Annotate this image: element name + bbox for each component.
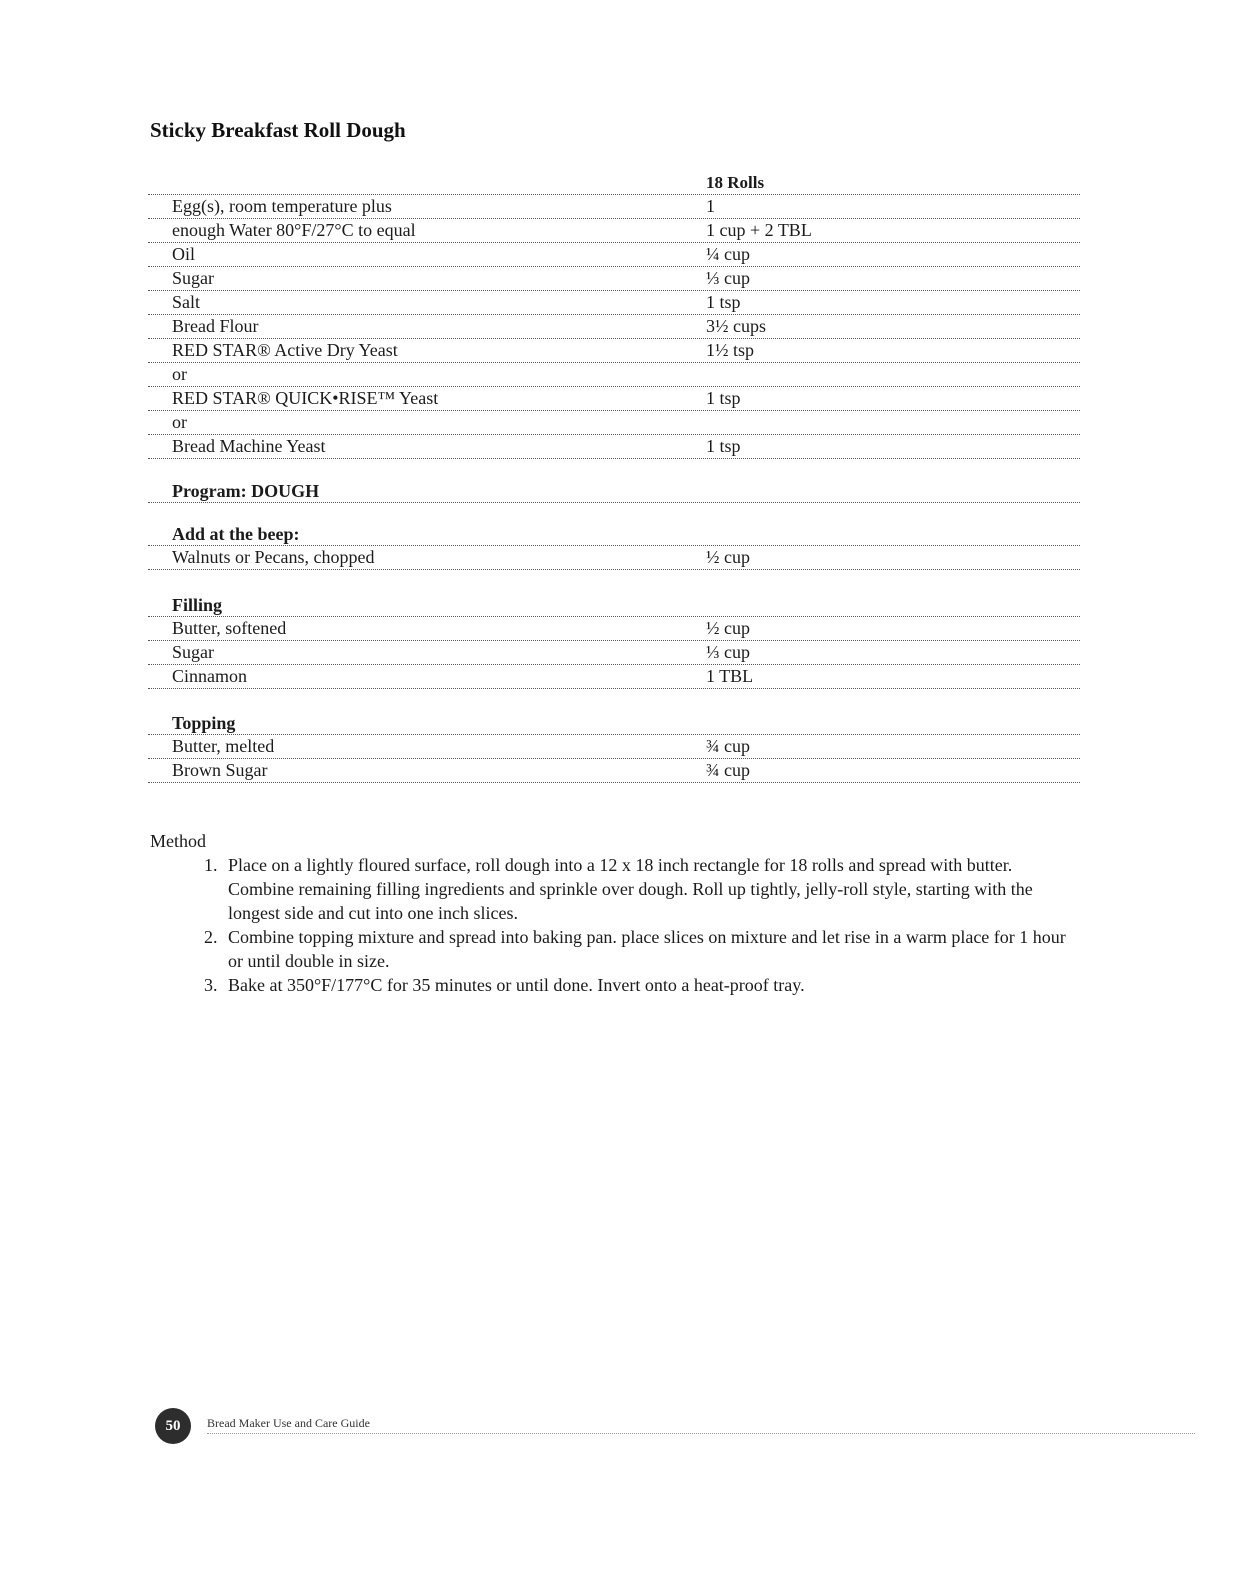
ingredient-row	[148, 339, 1080, 363]
ingredient-row	[148, 291, 1080, 315]
ingredient-name: Oil	[172, 244, 196, 264]
footer-title: Bread Maker Use and Care Guide	[207, 1416, 370, 1430]
ingredient-row	[148, 387, 1080, 411]
ingredient-row	[148, 195, 1080, 219]
method-steps	[150, 853, 1080, 997]
ingredient-amount: ¼ cup	[706, 244, 750, 264]
method-step: 2. Combine topping mixture and spread into baking pan. place slices on mixture and let rise in a warm place for 1 hour or until double in size.	[222, 925, 1080, 973]
ingredient-amount: ⅓ cup	[706, 642, 750, 662]
ingredient-name: Walnuts or Pecans, chopped	[172, 547, 375, 567]
ingredient-name: Bread Machine Yeast	[172, 436, 326, 456]
ingredient-row	[148, 411, 1080, 435]
add-at-beep-heading	[148, 503, 1080, 546]
program-label: Program: DOUGH	[172, 481, 320, 501]
ingredient-name: Butter, softened	[172, 618, 287, 638]
ingredient-row	[148, 315, 1080, 339]
ingredient-amount	[706, 363, 1080, 386]
ingredient-amount: 1 tsp	[706, 292, 741, 312]
ingredients-table	[148, 168, 1080, 783]
add-at-beep-label: Add at the beep:	[172, 524, 300, 544]
ingredient-name: Sugar	[172, 642, 214, 662]
method-label: Method	[150, 831, 206, 851]
ingredient-amount: ½ cup	[706, 618, 750, 638]
page-footer	[155, 1408, 1195, 1448]
ingredient-amount: ¾ cup	[706, 736, 750, 756]
ingredient-name: Egg(s), room temperature plus	[172, 196, 392, 216]
ingredient-row	[148, 363, 1080, 387]
method-step: 1. Place on a lightly floured surface, roll dough into a 12 x 18 inch rectangle for 18 rolls and spread with butter. Combine remaining filling ingredients and sprinkle over dough. Roll up tightly, jelly-roll style, starting with the longest side and cut into one inch slices.	[222, 853, 1080, 925]
ingredient-name: or	[172, 364, 187, 384]
ingredient-amount: 1 tsp	[706, 436, 741, 456]
ingredient-row	[148, 617, 1080, 641]
ingredient-amount: 1 tsp	[706, 388, 741, 408]
ingredient-name: Brown Sugar	[172, 760, 268, 780]
page-number-badge: 50	[155, 1408, 191, 1444]
ingredient-name: enough Water 80°F/27°C to equal	[172, 220, 416, 240]
yield-header	[148, 168, 1080, 195]
ingredient-amount: 1 TBL	[706, 666, 754, 686]
ingredient-amount: ¾ cup	[706, 760, 750, 780]
ingredient-amount	[706, 411, 1080, 434]
ingredient-name: Bread Flour	[172, 316, 259, 336]
ingredient-row	[148, 546, 1080, 570]
ingredient-name: Sugar	[172, 268, 214, 288]
footer-rule	[207, 1433, 1195, 1434]
ingredient-row	[148, 267, 1080, 291]
ingredient-amount: 1	[706, 196, 715, 216]
ingredient-amount: 1½ tsp	[706, 340, 755, 360]
ingredient-name: RED STAR® QUICK•RISE™ Yeast	[172, 388, 439, 408]
yield-label: 18 Rolls	[706, 173, 765, 192]
ingredient-row	[148, 435, 1080, 459]
ingredient-amount: ⅓ cup	[706, 268, 750, 288]
ingredient-name: Cinnamon	[172, 666, 247, 686]
ingredient-row	[148, 641, 1080, 665]
filling-heading	[148, 570, 1080, 617]
topping-label: Topping	[172, 713, 236, 733]
ingredient-row	[148, 665, 1080, 689]
ingredient-name: RED STAR® Active Dry Yeast	[172, 340, 398, 360]
ingredient-row	[148, 735, 1080, 759]
filling-label: Filling	[172, 595, 223, 615]
ingredient-name: or	[172, 412, 187, 432]
ingredient-row	[148, 243, 1080, 267]
ingredient-name: Butter, melted	[172, 736, 275, 756]
ingredient-name: Salt	[172, 292, 201, 312]
ingredient-amount: 3½ cups	[706, 316, 766, 336]
ingredient-row	[148, 759, 1080, 783]
program-heading	[148, 459, 1080, 503]
recipe-title: Sticky Breakfast Roll Dough	[150, 118, 406, 142]
method-section	[150, 829, 1080, 997]
method-step: 3. Bake at 350°F/177°C for 35 minutes or until done. Invert onto a heat-proof tray.	[222, 973, 1080, 997]
topping-heading	[148, 689, 1080, 735]
ingredient-row	[148, 219, 1080, 243]
ingredient-amount: 1 cup + 2 TBL	[706, 220, 812, 240]
ingredient-amount: ½ cup	[706, 547, 750, 567]
